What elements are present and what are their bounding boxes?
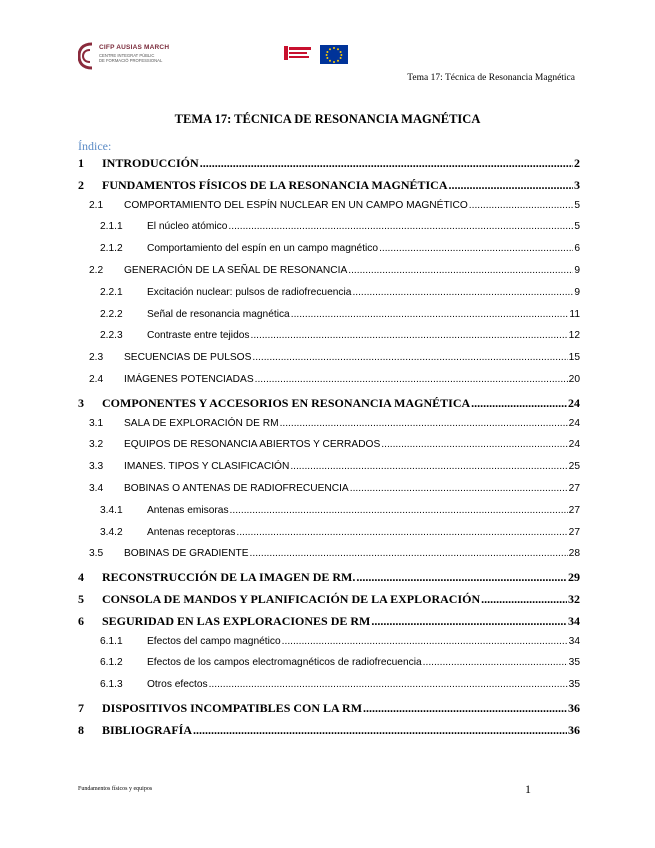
toc-entry-text: FUNDAMENTOS FÍSICOS DE LA RESONANCIA MAGNÉTICA [102,177,448,192]
toc-dot-leader [209,679,568,690]
toc-entry-number: 3.2 [89,439,104,451]
toc-entry-number: 2.3 [89,352,104,364]
toc-entry-page: 3 [574,177,580,192]
toc-entry-text: Comportamiento del espín en un campo magnético [147,243,379,255]
toc-entry-number: 1 [78,156,84,170]
toc-entry-page: 36 [568,722,580,737]
toc-entry[interactable] [78,614,580,636]
toc-entry-page: 27 [568,504,580,516]
toc-entry[interactable] [78,570,580,592]
toc-dot-leader [381,439,567,450]
toc-entry-text: SECUENCIAS DE PULSOS [124,352,252,364]
toc-entry-page: 34 [568,635,580,647]
toc-entry-number: 2.2 [89,264,104,276]
toc-entry-text: Señal de resonancia magnética [147,308,290,320]
toc-entry-number: 2.4 [89,373,104,385]
index-label: Índice: [78,139,112,153]
toc-entry-number: 6 [78,613,84,628]
toc-entry-number: 3.5 [89,548,104,560]
toc-dot-leader [352,287,573,298]
toc-entry-number: 2.2.2 [100,308,123,320]
toc-entry-text: Excitación nuclear: pulsos de radiofrecuencia [147,286,352,298]
toc-entry-number: 3.4 [89,482,104,494]
toc-dot-leader [250,548,568,559]
toc-dot-leader [379,243,573,254]
toc-entry[interactable] [78,200,580,222]
toc-entry-page: 35 [568,657,580,669]
toc-dot-leader [348,265,573,276]
toc-entry-text: Antenas receptoras [147,526,236,538]
toc-entry-page: 24 [568,395,580,410]
toc-dot-leader [290,461,567,472]
toc-entry[interactable] [78,483,580,505]
toc-dot-leader [251,330,568,341]
toc-entry[interactable] [78,527,580,549]
toc-dot-leader [236,527,567,538]
toc-entry-text: El núcleo atómico [147,221,228,233]
toc-entry-page: 27 [568,526,580,538]
toc-entry-text: COMPORTAMIENTO DEL ESPÍN NUCLEAR EN UN CAMPO MAGNÉTICO [124,199,468,211]
toc-dot-leader [423,657,568,668]
toc-dot-leader [193,723,567,738]
toc-entry-page: 27 [568,482,580,494]
toc-entry-number: 2 [78,177,84,192]
generalitat-eu-logo-icon [284,44,350,66]
toc-entry[interactable] [78,178,580,200]
toc-dot-leader [449,178,574,193]
toc-entry[interactable] [78,461,580,483]
toc-entry-number: 2.1.2 [100,243,123,255]
toc-entry-number: 2.2.1 [100,286,123,298]
toc-entry-number: 2.2.3 [100,330,123,342]
toc-dot-leader [228,221,573,232]
toc-entry[interactable] [78,505,580,527]
toc-dot-leader [280,418,568,429]
toc-entry[interactable] [78,439,580,461]
toc-entry[interactable] [78,657,580,679]
toc-entry[interactable] [78,636,580,658]
toc-entry-text: GENERACIÓN DE LA SEÑAL DE RESONANCIA [124,264,348,276]
toc-dot-leader [471,396,567,411]
toc-entry[interactable] [78,548,580,570]
footer-left-text: Fundamentos físicos y equipos [78,786,153,792]
toc-entry-text: RECONSTRUCCIÓN DE LA IMAGEN DE RM. [102,570,356,585]
toc-entry[interactable] [78,679,580,701]
toc-entry-number: 3 [78,395,84,410]
toc-entry[interactable] [78,309,580,331]
toc-entry-page: 5 [574,199,580,211]
toc-entry-text: IMANES. TIPOS Y CLASIFICACIÓN [124,461,290,473]
toc-entry-number: 7 [78,700,84,715]
toc-entry-page: 36 [568,700,580,715]
toc-dot-leader [255,374,568,385]
toc-entry[interactable] [78,418,580,440]
toc-dot-leader [356,570,567,585]
toc-dot-leader [282,636,568,647]
toc-entry-page: 29 [568,570,580,585]
toc-entry-number: 6.1.1 [100,635,123,647]
toc-entry-page: 9 [574,286,580,298]
toc-entry[interactable] [78,592,580,614]
toc-entry[interactable] [78,156,580,178]
toc-entry-number: 3.4.2 [100,526,123,538]
running-title: Tema 17: Técnica de Resonancia Magnética [407,73,575,83]
toc-entry-text: Contraste entre tejidos [147,330,250,342]
toc-entry[interactable] [78,352,580,374]
toc-entry-page: 11 [569,308,580,320]
toc-entry-text: Efectos del campo magnético [147,635,281,647]
toc-entry-text: BOBINAS O ANTENAS DE RADIOFRECUENCIA [124,482,349,494]
toc-entry-number: 4 [78,570,84,585]
toc-entry-number: 5 [78,591,84,606]
toc-dot-leader [481,592,567,607]
toc-entry[interactable] [78,330,580,352]
toc-entry-text: Antenas emisoras [147,504,229,516]
cifp-logo-name: CIFP AUSIAS MARCH [99,44,170,51]
toc-entry-text: BIBLIOGRAFÍA [102,722,193,737]
toc-entry-page: 20 [568,373,580,385]
cifp-logo-subtitle: CENTRE INTEGRAT PÚBLIC DE FORMACIÓ PROFESSIONAL [99,53,163,63]
toc-entry-number: 2.1.1 [100,221,123,233]
toc-entry-page: 24 [568,439,580,451]
toc-entry-page: 12 [568,330,580,342]
toc-entry-page: 35 [568,679,580,691]
toc-entry-number: 8 [78,722,84,737]
toc-entry[interactable] [78,287,580,309]
toc-entry-page: 34 [568,613,580,628]
toc-entry-text: IMÁGENES POTENCIADAS [124,373,254,385]
table-of-contents [78,156,580,745]
toc-dot-leader [371,614,567,629]
toc-dot-leader [252,352,567,363]
page-title: TEMA 17: TÉCNICA DE RESONANCIA MAGNÉTICA [174,112,481,126]
toc-entry[interactable] [78,723,580,745]
toc-entry[interactable] [78,701,580,723]
toc-entry-text: SEGURIDAD EN LAS EXPLORACIONES DE RM [102,613,371,628]
toc-entry-number: 3.1 [89,417,104,429]
toc-entry-number: 2.1 [89,199,104,211]
toc-entry-text: CONSOLA DE MANDOS Y PLANIFICACIÓN DE LA EXPLORACIÓN [102,591,481,606]
toc-dot-leader [350,483,568,494]
toc-entry-page: 5 [574,221,580,233]
cifp-logo [78,42,174,76]
toc-dot-leader [469,200,574,211]
footer-page-number: 1 [525,782,531,796]
toc-entry-text: BOBINAS DE GRADIENTE [124,548,249,560]
toc-dot-leader [200,156,573,171]
toc-entry[interactable] [78,265,580,287]
toc-entry-text: DISPOSITIVOS INCOMPATIBLES CON LA RM [102,700,363,715]
toc-entry-text: COMPONENTES Y ACCESORIOS EN RESONANCIA MAGNÉTICA [102,395,471,410]
toc-entry-page: 32 [568,591,580,606]
toc-entry-page: 6 [574,243,580,255]
toc-entry-number: 3.3 [89,461,104,473]
toc-entry-text: SALA DE EXPLORACIÓN DE RM [124,417,279,429]
toc-entry-number: 6.1.2 [100,657,123,669]
toc-entry-text: Otros efectos [147,679,208,691]
toc-entry-text: EQUIPOS DE RESONANCIA ABIERTOS Y CERRADOS [124,439,381,451]
toc-dot-leader [291,309,569,320]
cifp-logo-mark [78,42,94,70]
toc-entry[interactable] [78,374,580,396]
toc-entry-text: INTRODUCCIÓN [102,156,199,170]
toc-entry-text: Efectos de los campos electromagnéticos de radiofrecuencia [147,657,422,669]
toc-entry-page: 25 [568,461,580,473]
toc-dot-leader [230,505,568,516]
toc-dot-leader [363,701,567,716]
toc-entry-number: 3.4.1 [100,504,123,516]
toc-entry[interactable] [78,243,580,265]
generalitat-eu-logo [284,44,350,66]
toc-entry[interactable] [78,396,580,418]
toc-entry-page: 28 [568,548,580,560]
toc-entry-page: 24 [568,417,580,429]
toc-entry-number: 6.1.3 [100,679,123,691]
toc-entry-page: 15 [568,352,580,364]
toc-entry-page: 2 [574,156,580,170]
toc-entry-page: 9 [574,264,580,276]
toc-entry[interactable] [78,221,580,243]
